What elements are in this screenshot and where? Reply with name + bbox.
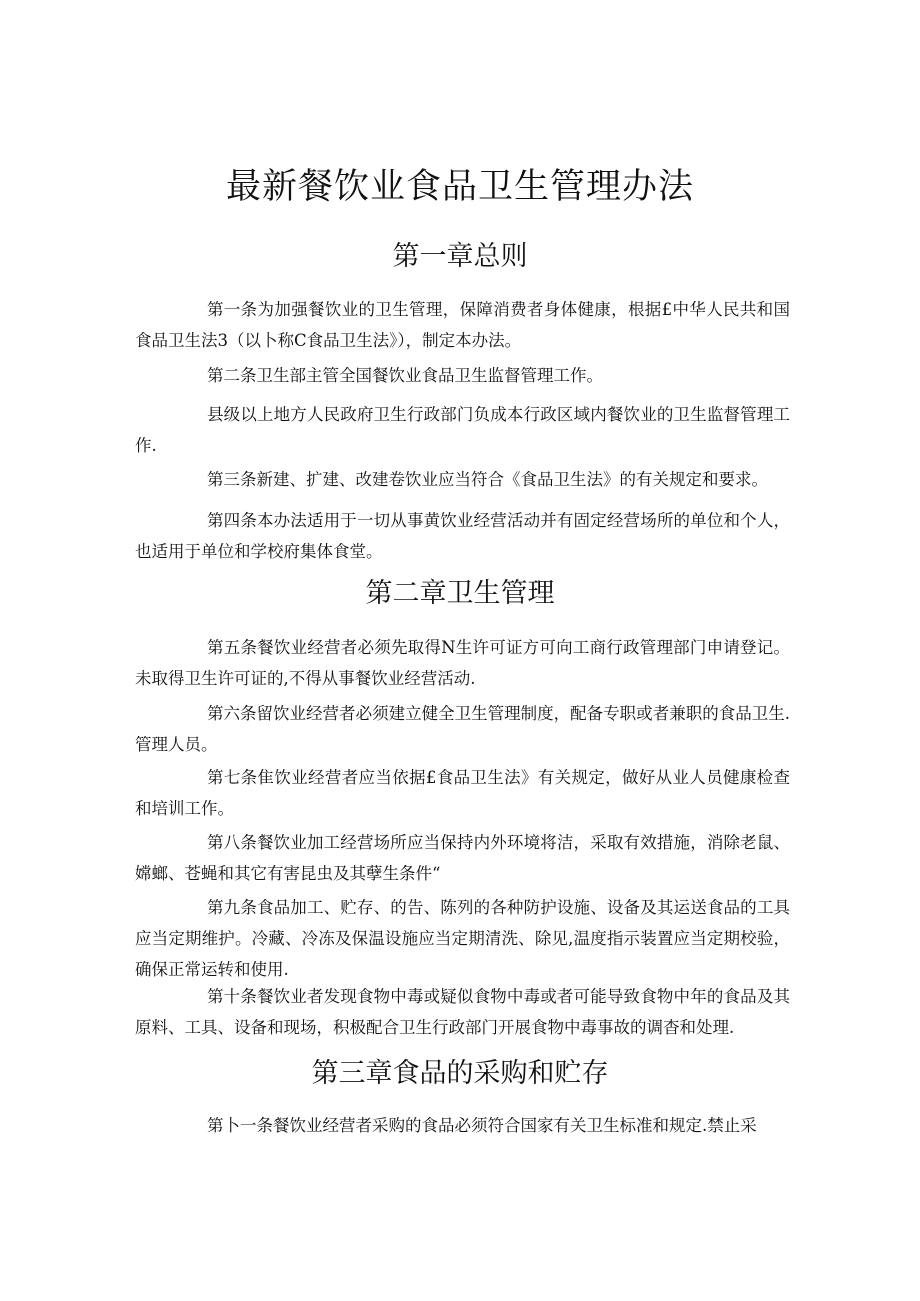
chapter-heading: 第一章总则 — [392, 241, 528, 272]
document-title: 最新餐饮业食品卫生管理办法 — [225, 167, 694, 207]
article-paragraph: 第六条留饮业经营者必须建立健全卫生管理制度，配备专职或者兼职的食品卫生. 管理人员。 — [135, 704, 790, 754]
article-paragraph: 第三条新建、扩建、改建卷饮业应当符合《食品卫生法》的有关规定和要求。 — [207, 470, 768, 489]
article-paragraph: 第五条餐饮业经营者必须先取得N生许可证方可向工商行政管理部门申请登记。未取得卫生许可证的,不得从事餐饮业经营活动. — [135, 638, 790, 688]
chapter-heading: 第二章卫生管理 — [365, 578, 555, 609]
article-paragraph: 第九条食品加工、贮存、的告、陈列的各种防护设施、设备及其运送食品的工具应当定期维护。冷藏、冷冻及保温设施应当定期清洗、除见,温度指示装置应当定期校验，确保正常运转和使用. — [135, 898, 790, 979]
article-paragraph: 第七条隹饮业经营者应当依据£食品卫生法》有关规定，做好从业人员健康检查和培训工作。 — [135, 768, 790, 818]
article-paragraph: 第卜一条餐饮业经营者采购的食品必须符合国家有关卫生标准和规定.禁止采 — [207, 1116, 757, 1135]
article-paragraph: 第十条餐饮业者发现食物中毒或疑似食物中毒或者可能导致食物中年的食品及其原料、工具、设备和现场，积极配合卫生行政部门开展食物中毒事故的调杳和处理. — [135, 987, 790, 1037]
article-paragraph: 第八条餐饮业加工经营场所应当保持内外环境将洁，采取有效措施，消除老鼠、嫦螂、苍蝇和其它有害昆虫及其孽生条件“ — [135, 833, 790, 883]
article-paragraph: 第一条为加强餐饮业的卫生管理，保障消费者身体健康，根据£中华人民共和国食品卫生法3（以卜称C食品卫生法》），制定本办法。 — [135, 300, 790, 350]
chapter-heading: 第三章食品的采购和贮存 — [311, 1058, 609, 1089]
article-paragraph: 第四条本办法适用于一切从事黄饮业经营活动并有固定经营场所的单位和个人，也适用于单位和学校府集体食堂。 — [135, 511, 790, 561]
article-paragraph: 第二条卫生部主管全国餐饮业食品卫生监督管理工作。 — [207, 366, 603, 385]
article-paragraph: 县级以上地方人民政府卫生行政部门负成本行政区域内餐饮业的卫生监督管理工作. — [135, 405, 790, 455]
